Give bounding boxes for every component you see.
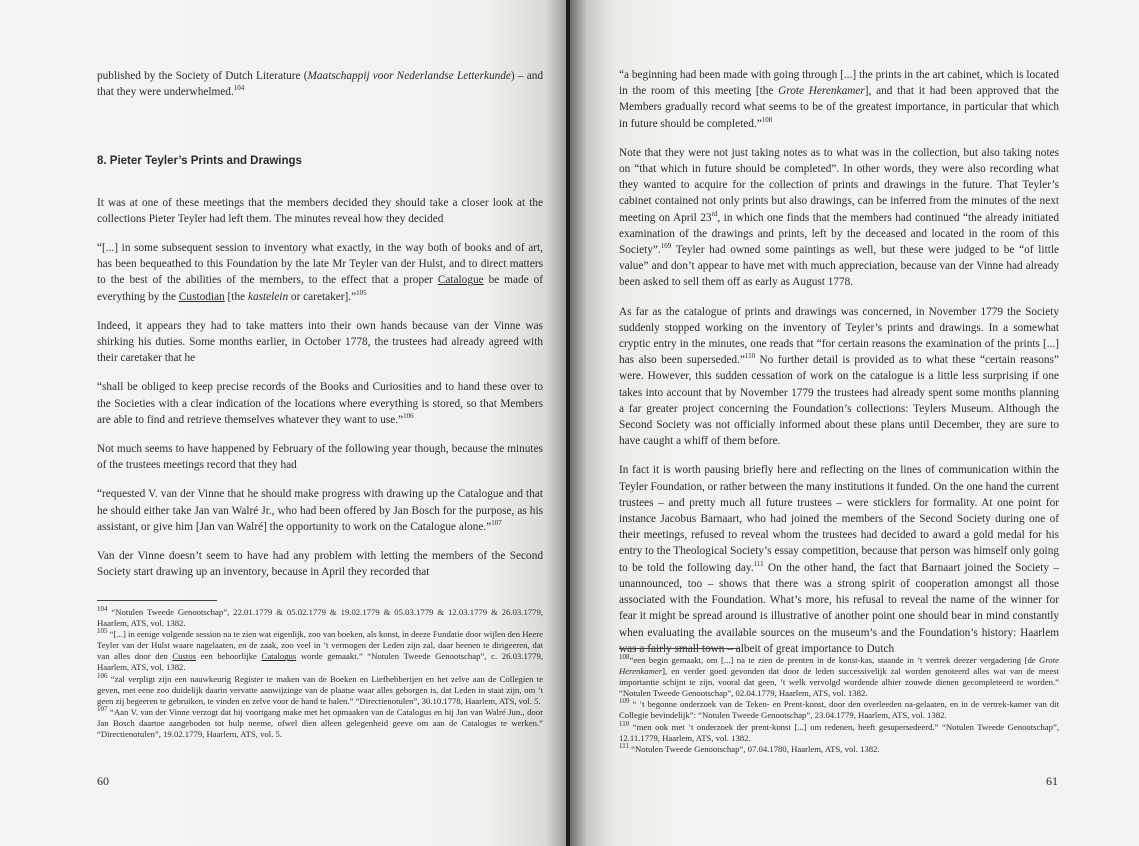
footnote-ref[interactable]: 104 xyxy=(233,84,245,93)
footnote: $^{110}$ “men ook met ’t onderzoek der prent-konst [...] om redenen, heeft gesupersedeerd.” “Notulen Tweede Genootschap”, 12.11.1779, Haarlem, ATS, vol. 1382. xyxy=(619,719,1059,743)
footnote: $^{106}$ “zal verpligt zijn een nauwkeurig Register te maken van de Boeken en Liefhebberijen en het zelve aan de Collegien te geven, met eene zoo duidelijk daarin vervatte aanwijzinge van de plaatse waar alles geborgen is, dat Leden in staat zijn, om ’t geen zij begeeren te gebruiken, te vinden en zelve voor de hand te halen.” “Directienotulen”, 30.10.1778, Haarlem, ATS, vol. 5. xyxy=(97,671,543,706)
footnote-divider xyxy=(619,648,739,649)
block-quote: “[...] in some subsequent session to inventory what exactly, in the way both of books and of art, has been bequeathed to this Foundation by the late Mr Teyler van der Hulst, and to direct matters to the best of the abilities of the members, to the effect that a proper Catalogue be made of everything by the Custodian [the kastelein or caretaker].”$^{105}$ xyxy=(97,242,543,303)
block-quote: “requested V. van der Vinne that he should make progress with drawing up the Catalogue and that he should either take Jan van Walré Jr., who had been offered by Jan Bosch for the purpose, as his assistant, or give him [Jan van Walré] the opportunity to work on the Catalogue alone.”$^{107}$ xyxy=(97,488,543,533)
footnote-ref[interactable]: 109 xyxy=(660,242,672,251)
body-paragraph: Indeed, it appears they had to take matters into their own hands because van der Vinne was shirking his duties. Some months earlier, in October 1778, the trustees had already agreed with their caretaker that he xyxy=(97,319,543,365)
footnote-ref[interactable]: 111 xyxy=(753,559,764,568)
footnote: $^{109}$ “ ’t begonne onderzoek van de Teken- en Prent-konst, door den overleeden na-gelaaten, en in de vertrek-kamer van dit Collegie bevindelijk”: “Notulen Tweede Genootschap”, 23.04.1779, Haarlem, ATS, vol. 1382. xyxy=(619,697,1059,721)
footnote-ref[interactable]: 110 xyxy=(744,352,756,361)
footnote-divider xyxy=(97,600,217,601)
body-paragraph: As far as the catalogue of prints and drawings was concerned, in November 1779 the Society suddenly stopped working on the inventory of Teyler’s prints and drawings. In a somewhat cryptic entry in the minutes, one reads that “for certain reasons the examination of the prints [...] has also been superseded.”$^{110}$ No further detail is provided as to what these “certain reasons” were. However, this sudden cessation of work on the catalogue is a little less surprising if one takes into account that by November 1779 the trustees had already spent some months planning a far greater project concerning the Foundation’s collections: Teylers Museum. Although the Second Society was not officially informed about these plans until December, they are sure to have caught a whiff of them before. xyxy=(619,305,1059,448)
footnote-ref[interactable]: 108 xyxy=(761,115,773,124)
left-page xyxy=(0,0,568,846)
footnote: $^{105}$ “[...] in eenige volgende session na te zien wat eigenlijk, zoo van boeken, als konst, in deeze Fundatie door wijlen den Heere Teyler van der Hulst waare nagelaaten, en de zaak, zoo veel in ’t vermogen der Leden zijn zal, daar heenen te dirigeeren, dat van alles door den Custos een behoorlijke Catalogus worde gemaakt.” “Notulen Tweede Genootschap”, c. 26.03.1779, Haarlem, ATS, vol. 1382. xyxy=(97,627,543,673)
right-footnotes xyxy=(619,655,1059,755)
body-paragraph: It was at one of these meetings that the members decided they should take a closer look at the collections Pieter Teyler had left them. The minutes reveal how they decided xyxy=(97,196,543,225)
block-quote: “a beginning had been made with going through [...] the prints in the art cabinet, which is located in the room of this meeting [the Grote Herenkamer], and that it had been approved that the Members gradually record what seems to be of the greatest importance, in particular that which in future should be completed.”$^{108}$ xyxy=(619,69,1060,130)
intro-paragraph: published by the Society of Dutch Literature (Maatschappij voor Nederlandse Letterkunde) – and that they were underwhelmed.$^{104}$ xyxy=(97,70,544,99)
body-paragraph: Not much seems to have happened by February of the following year though, because the minutes of the trustees meetings record that they had xyxy=(97,443,543,472)
body-paragraph: In fact it is worth pausing briefly here and reflecting on the lines of communication within the Teyler Foundation, or rather between the many institutions it funded. On the one hand the current trustees – and pretty much all future trustees – were sticklers for formality. At one point for instance Jacobus Barnaart, who had joined the members of the Second Society during one of their meetings, refused to reveal whom the trustees had decided to award a gold medal for his entry to the Theological Society’s essay competition, because that person was himself only going to be told the following day.$^{111}$ On the other hand, the fact that Barnaart joined the Society – unannounced, too – shows that there was a strong spirit of cooperation amongst all those associated with the Foundation. What’s more, his refusal to reveal the name of the winner for fear it might be spread around is illustrative of another point one should bear in mind constantly when evaluating the available sources on the museum’s and the Foundation’s history: Haarlem was a fairly small town – albeit of great importance to Dutch xyxy=(619,464,1060,655)
block-quote: “shall be obliged to keep precise records of the Books and Curiosities and to hand these over to the Societies with a clear indication of the locations where everything is stored, so that Members are able to find and retrieve themselves whatever they want to use.”$^{106}$ xyxy=(97,381,543,426)
footnote-ref[interactable]: 106 xyxy=(403,412,414,421)
body-paragraph: Note that they were not just taking notes as to what was in the collection, but also taking notes on “that which in future should be completed”. In other words, they were also recording what they wanted to acquire for the collection of prints and drawings in the future. That Teyler’s cabinet contained not only prints but also drawings, can be inferred from the minutes of the next meeting on April 23rd, in which one finds that the members had continued “the already initiated examination of the drawings and prints, left by the deceased and located in the room of this Society”.$^{109}$ Teyler had owned some paintings as well, but these were judged to be “of little value” and don’t appear to have met with much appreciation, because van der Vinne had already been asked to sell them off as early as August 1778. xyxy=(619,146,1059,289)
footnote: $^{108}$“een begin gemaakt, om [...] na te zien de prenten in de konst-kas, staande in ’t vertrek deezer vergadering [de Grote Herenkamer], en verder goed gevonden dat door de leden successivelijk zal worden genoteerd alles wat van de meest importantie schijnt te zijn, vooral dat geen, ’t welk vervolgd wordende alhier zouwde dienen gecompleteerd te worden.” “Notulen Tweede Genootschap”, 02.04.1779, Haarlem, ATS, vol. 1382. xyxy=(619,653,1059,699)
footnote: $^{111}$ “Notulen Tweede Genootschap”, 07.04.1780, Haarlem, ATS, vol. 1382. xyxy=(619,741,880,754)
page-number: 60 xyxy=(97,774,109,788)
page-number: 61 xyxy=(1046,774,1058,788)
footnote-ref[interactable]: 107 xyxy=(491,519,502,528)
footnote: $^{107}$ “Aan V. van der Vinne verzogt dat hij voortgang make met het opmaaken van de Catalogus en hij Jan van Walré Jun., door Jan Bosch daartoe aangeboden tot hulp neeme, ofwel dien alleen gelegenheid geeve om aan de Catalogus te werken.” “Directienotulen”, 19.02.1779, Haarlem, ATS, vol. 5. xyxy=(97,704,543,740)
left-footnotes xyxy=(97,607,543,740)
footnote: $^{104}$ “Notulen Tweede Genootschap”, 22.01.1779 & 05.02.1779 & 19.02.1779 & 05.03.1779 & 12.03.1779 & 26.03.1779, Haarlem, ATS, vol. 1382. xyxy=(97,605,543,629)
right-page-body xyxy=(619,67,1059,670)
body-paragraph: Van der Vinne doesn’t seem to have had any problem with letting the members of the Second Society start drawing up an inventory, because in April they recorded that xyxy=(97,550,543,579)
footnote-ref[interactable]: 105 xyxy=(356,288,367,297)
left-page-body xyxy=(97,68,543,593)
section-heading: 8. Pieter Teyler’s Prints and Drawings xyxy=(97,155,302,168)
